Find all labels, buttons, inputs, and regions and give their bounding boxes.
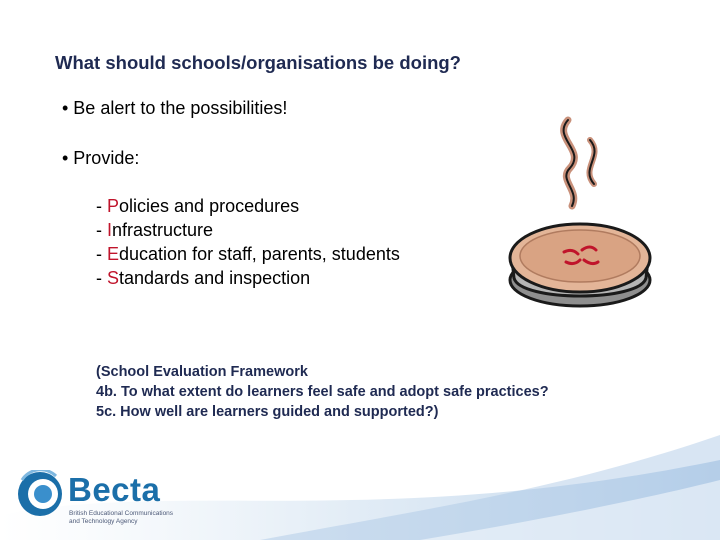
becta-logo — [16, 468, 216, 536]
bullet-be-alert: • Be alert to the possibilities! — [62, 98, 288, 118]
framework-item-4b: 4b. To what extent do learners feel safe and adopt safe practices? — [96, 384, 549, 400]
item-initial: I — [107, 220, 113, 240]
framework-heading: (School Evaluation Framework — [96, 364, 308, 380]
item-dash: - — [96, 244, 107, 264]
provide-item-policies — [96, 194, 400, 218]
item-dash: - — [96, 196, 107, 216]
provide-item-infrastructure — [96, 218, 400, 242]
logo-subtitle-line-2: and Technology Agency — [69, 518, 138, 525]
logo-subtitle-line-1: British Educational Communications — [69, 510, 174, 517]
item-dash: - — [96, 268, 107, 288]
provide-item-education — [96, 242, 400, 266]
becta-logo-mark-icon — [16, 470, 66, 520]
framework-item-5c: 5c. How well are learners guided and supported?) — [96, 404, 439, 420]
item-text: nfrastructure — [112, 220, 214, 240]
slide-title: What should schools/organisations be doing? — [55, 52, 461, 73]
item-text: tandards and inspection — [119, 268, 311, 288]
item-initial: E — [107, 244, 120, 264]
evaluation-framework-note — [96, 362, 549, 422]
provide-item-standards — [96, 266, 400, 290]
hot-pie-icon — [500, 110, 660, 315]
item-initial: P — [107, 196, 120, 216]
item-text: olicies and procedures — [119, 196, 300, 216]
bullet-provide: • Provide: — [62, 148, 140, 168]
item-text: ducation for staff, parents, students — [119, 244, 400, 264]
item-initial: S — [107, 268, 120, 288]
provide-list — [96, 194, 400, 290]
logo-subtitle — [69, 510, 173, 526]
logo-wordmark: Becta — [68, 471, 161, 508]
item-dash: - — [96, 220, 107, 240]
